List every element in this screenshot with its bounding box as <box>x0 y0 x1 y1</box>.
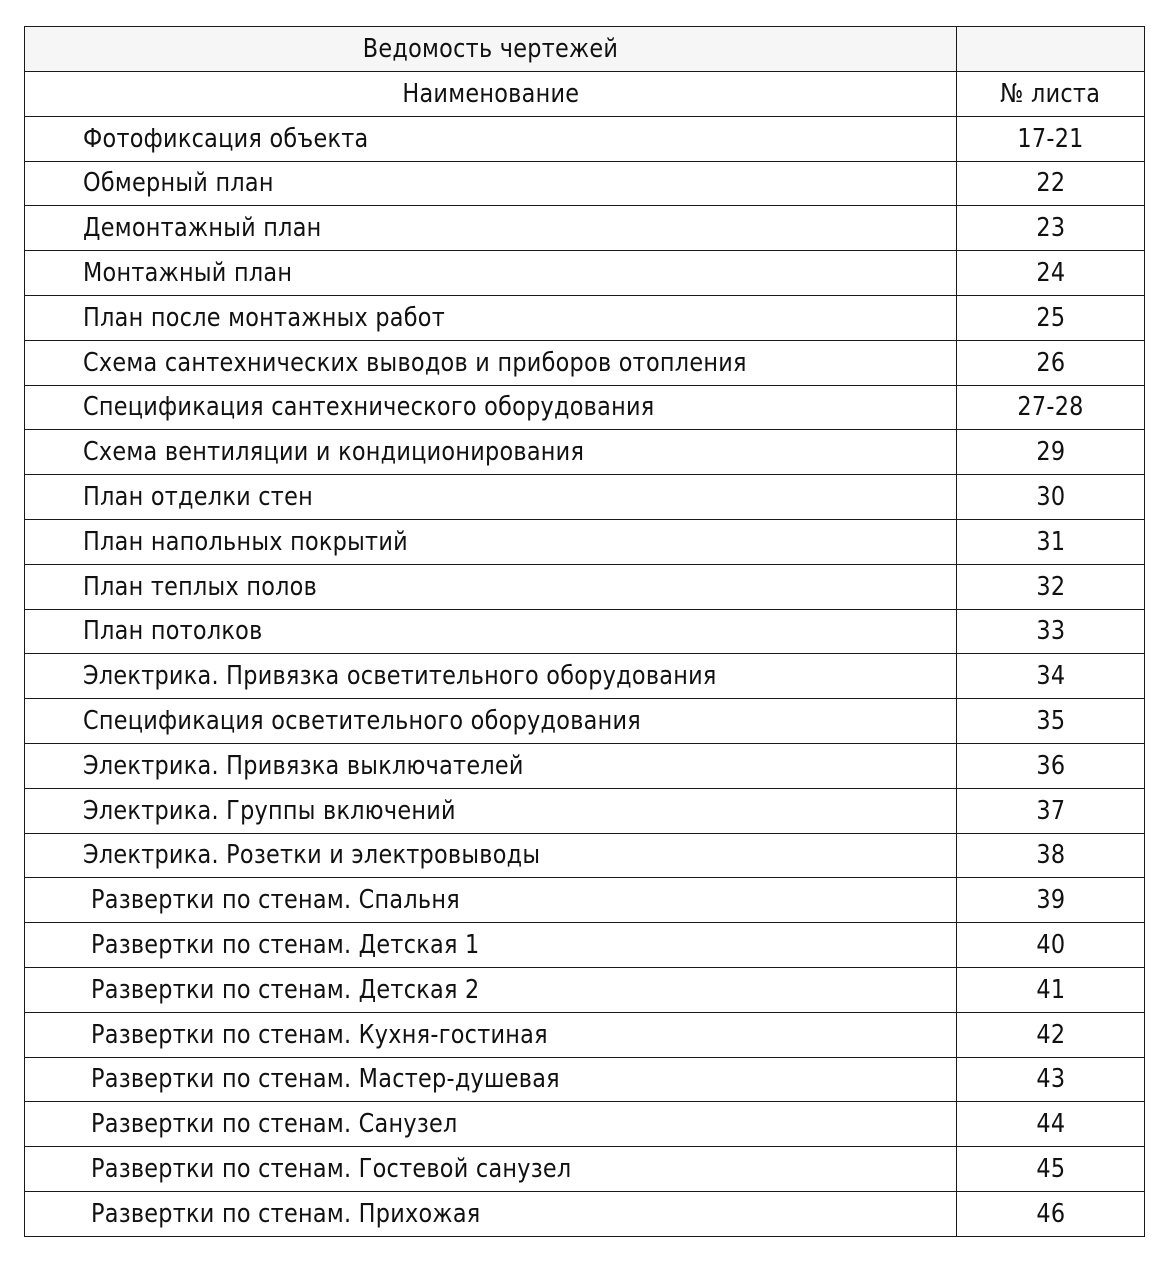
row-name: Спецификация осветительного оборудования <box>83 706 641 737</box>
row-sheet-number: 23 <box>1035 213 1065 244</box>
row-name-cell <box>25 923 957 968</box>
table-row <box>25 743 1145 788</box>
row-name-cell <box>25 743 957 788</box>
row-name: Развертки по стенам. Санузел <box>91 1109 458 1140</box>
row-sheet-cell <box>956 161 1144 206</box>
row-sheet-number: 38 <box>1035 840 1065 871</box>
drawings-list-table <box>24 26 1145 1237</box>
row-sheet-number: 24 <box>1035 258 1065 289</box>
row-name-cell <box>25 295 957 340</box>
row-name-cell <box>25 116 957 161</box>
row-name: Спецификация сантехнического оборудования <box>83 392 655 423</box>
row-name-cell <box>25 833 957 878</box>
row-sheet-number: 17-21 <box>1017 123 1084 154</box>
table-row <box>25 475 1145 520</box>
row-name: Схема сантехнических выводов и приборов отопления <box>83 347 747 378</box>
row-sheet-cell <box>956 519 1144 564</box>
row-sheet-number: 41 <box>1035 974 1065 1005</box>
row-sheet-cell <box>956 1057 1144 1102</box>
row-name: Схема вентиляции и кондиционирования <box>83 437 585 468</box>
header-sheet-no: № листа <box>1000 78 1101 109</box>
row-sheet-cell <box>956 923 1144 968</box>
row-sheet-number: 37 <box>1035 795 1065 826</box>
table-row <box>25 967 1145 1012</box>
table-row <box>25 878 1145 923</box>
row-name-cell <box>25 206 957 251</box>
row-name-cell <box>25 475 957 520</box>
row-name: Монтажный план <box>83 258 293 289</box>
row-name-cell <box>25 519 957 564</box>
table-row <box>25 161 1145 206</box>
row-name-cell <box>25 385 957 430</box>
row-name: Развертки по стенам. Кухня-гостиная <box>91 1019 548 1050</box>
row-sheet-cell <box>956 1191 1144 1236</box>
table-row <box>25 1191 1145 1236</box>
row-name: План потолков <box>83 616 263 647</box>
row-name-cell <box>25 1102 957 1147</box>
table-row <box>25 1147 1145 1192</box>
row-sheet-number: 25 <box>1035 302 1065 333</box>
row-sheet-cell <box>956 878 1144 923</box>
row-sheet-cell <box>956 699 1144 744</box>
row-name-cell <box>25 788 957 833</box>
row-sheet-cell <box>956 788 1144 833</box>
row-name: Развертки по стенам. Гостевой санузел <box>91 1154 572 1185</box>
row-sheet-number: 35 <box>1035 706 1065 737</box>
row-name: Электрика. Розетки и электровыводы <box>83 840 541 871</box>
row-sheet-cell <box>956 251 1144 296</box>
header-name-cell <box>25 72 957 117</box>
row-sheet-cell <box>956 206 1144 251</box>
row-sheet-number: 26 <box>1035 347 1065 378</box>
row-sheet-cell <box>956 967 1144 1012</box>
row-sheet-number: 31 <box>1035 526 1065 557</box>
row-sheet-cell <box>956 475 1144 520</box>
row-name: Развертки по стенам. Прихожая <box>91 1198 481 1229</box>
table-row <box>25 385 1145 430</box>
table-row <box>25 206 1145 251</box>
row-name-cell <box>25 340 957 385</box>
table-row <box>25 1057 1145 1102</box>
header-sheet-cell <box>956 72 1144 117</box>
row-sheet-number: 22 <box>1035 168 1065 199</box>
row-name-cell <box>25 699 957 744</box>
table-title-right-cell <box>956 27 1144 72</box>
table-row <box>25 609 1145 654</box>
table-row <box>25 295 1145 340</box>
table-row <box>25 340 1145 385</box>
row-sheet-cell <box>956 385 1144 430</box>
row-sheet-cell <box>956 833 1144 878</box>
row-sheet-number: 43 <box>1035 1064 1065 1095</box>
row-sheet-cell <box>956 295 1144 340</box>
table-row <box>25 654 1145 699</box>
table-row <box>25 788 1145 833</box>
row-name: Развертки по стенам. Детская 1 <box>91 930 480 961</box>
row-name: Электрика. Группы включений <box>83 795 456 826</box>
table-row <box>25 1102 1145 1147</box>
row-name: Развертки по стенам. Мастер-душевая <box>91 1064 560 1095</box>
header-name: Наименование <box>401 78 579 109</box>
row-name-cell <box>25 967 957 1012</box>
table-title-row <box>25 27 1145 72</box>
row-sheet-cell <box>956 1102 1144 1147</box>
row-name: План отделки стен <box>83 482 313 513</box>
table-row <box>25 1012 1145 1057</box>
row-name-cell <box>25 430 957 475</box>
table-row <box>25 519 1145 564</box>
row-name-cell <box>25 161 957 206</box>
row-sheet-number: 33 <box>1035 616 1065 647</box>
row-sheet-cell <box>956 340 1144 385</box>
table-row <box>25 251 1145 296</box>
row-name: План после монтажных работ <box>83 302 446 333</box>
row-name-cell <box>25 878 957 923</box>
table-row <box>25 833 1145 878</box>
table-row <box>25 116 1145 161</box>
row-name: Демонтажный план <box>83 213 322 244</box>
row-name: План теплых полов <box>83 571 318 602</box>
row-name: Электрика. Привязка выключателей <box>83 750 524 781</box>
table-row <box>25 699 1145 744</box>
row-sheet-number: 44 <box>1035 1109 1065 1140</box>
row-sheet-number: 42 <box>1035 1019 1065 1050</box>
row-sheet-number: 36 <box>1035 750 1065 781</box>
row-sheet-number: 40 <box>1035 930 1065 961</box>
row-sheet-cell <box>956 116 1144 161</box>
table-title-cell <box>25 27 957 72</box>
row-sheet-number: 32 <box>1035 571 1065 602</box>
row-name-cell <box>25 1147 957 1192</box>
row-name: Электрика. Привязка осветительного оборудования <box>83 661 717 692</box>
row-sheet-cell <box>956 430 1144 475</box>
table-body <box>25 27 1145 1237</box>
row-sheet-number: 39 <box>1035 885 1065 916</box>
row-sheet-number: 46 <box>1035 1198 1065 1229</box>
row-sheet-cell <box>956 743 1144 788</box>
row-sheet-cell <box>956 564 1144 609</box>
table-title: Ведомость чертежей <box>362 34 619 64</box>
row-sheet-number: 34 <box>1035 661 1065 692</box>
table-row <box>25 430 1145 475</box>
table-row <box>25 564 1145 609</box>
row-name: Развертки по стенам. Спальня <box>91 885 460 916</box>
row-sheet-number: 30 <box>1035 482 1065 513</box>
row-sheet-cell <box>956 654 1144 699</box>
row-name: Обмерный план <box>83 168 274 199</box>
row-sheet-cell <box>956 1147 1144 1192</box>
row-name-cell <box>25 654 957 699</box>
row-sheet-number: 29 <box>1035 437 1065 468</box>
row-name-cell <box>25 1057 957 1102</box>
row-sheet-number: 27-28 <box>1017 392 1084 423</box>
table-header-row <box>25 72 1145 117</box>
row-name-cell <box>25 251 957 296</box>
row-sheet-cell <box>956 609 1144 654</box>
row-name-cell <box>25 1191 957 1236</box>
row-name: Фотофиксация объекта <box>83 123 369 154</box>
row-name: План напольных покрытий <box>83 526 408 557</box>
row-sheet-number: 45 <box>1035 1154 1065 1185</box>
table-row <box>25 923 1145 968</box>
row-sheet-cell <box>956 1012 1144 1057</box>
row-name-cell <box>25 1012 957 1057</box>
row-name-cell <box>25 609 957 654</box>
row-name-cell <box>25 564 957 609</box>
row-name: Развертки по стенам. Детская 2 <box>91 974 480 1005</box>
